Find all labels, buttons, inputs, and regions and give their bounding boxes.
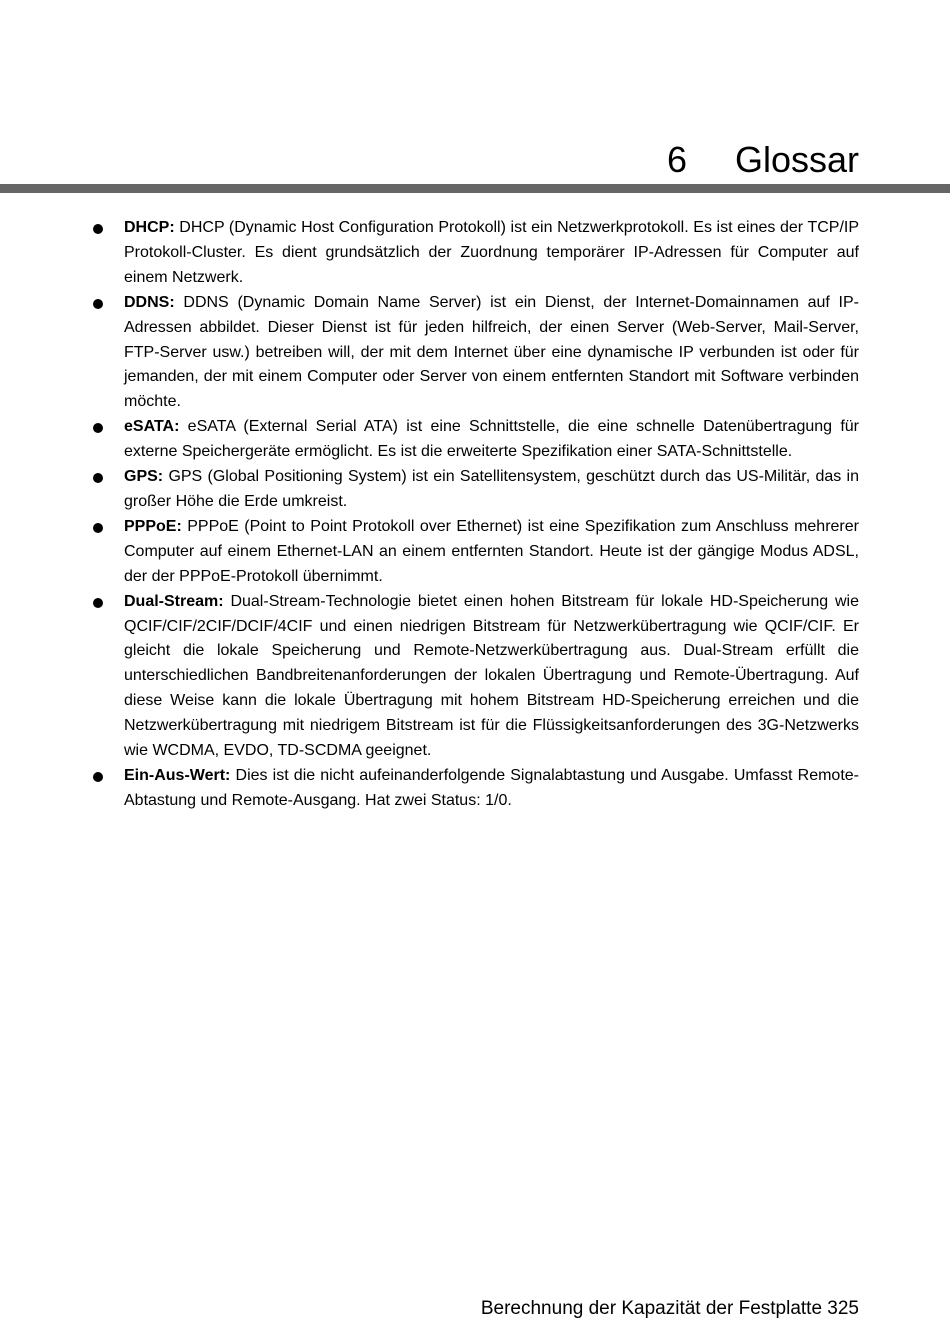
glossary-term: Dual-Stream: [124, 592, 224, 610]
chapter-heading [667, 138, 859, 182]
bullet-icon [93, 473, 103, 483]
bullet-icon [93, 772, 103, 782]
glossary-item-ein-aus-wert [124, 764, 859, 814]
glossary-definition: DDNS (Dynamic Domain Name Server) ist ein Dienst, der Internet-Domainnamen auf IP-Adressen abbildet. Dieser Dienst ist für jeden hilfreich, der einen Server (Web-Server, Mail-Server, FTP-Server usw.) betreiben will, der mit dem Internet über eine dynamische IP verbunden ist oder für jemanden, der mit einem Computer oder Server von einem entfernten Standort mit Software verbinden möchte. [124, 293, 859, 411]
bullet-icon [93, 299, 103, 309]
glossary-item-esata [124, 415, 859, 465]
glossary-term: DDNS: [124, 293, 175, 311]
glossary-item-pppoe [124, 515, 859, 590]
bullet-icon [93, 224, 103, 234]
heading-rule [0, 184, 950, 193]
glossary-definition: DHCP (Dynamic Host Configuration Protokoll) ist ein Netzwerkprotokoll. Es ist eines der TCP/IP Protokoll-Cluster. Es dient grundsätzlich der Zuordnung temporärer IP-Adressen für Computer auf einem Netzwerk. [124, 219, 860, 286]
glossary-definition: Dual-Stream-Technologie bietet einen hohen Bitstream für lokale HD-Speicherung wie QCIF/CIF/2CIF/DCIF/4CIF und einen niedrigen Bitstream für Netzwerkübertragung wie QCIF/CIF. Er gleicht die lokale Speicherung und Remote-Netzwerkübertragung aus. Dual-Stream erfüllt die unterschiedlichen Bandbreitenanforderungen der lokalen Übertragung und Remote-Übertragung. Auf diese Weise kann die lokale Übertragung mit hohem Bitstream HD-Speicherung erreichen und die Netzwerkübertragung mit niedrigem Bitstream ist für die Flüssigkeitsanforderungen des 3G-Netzwerks wie WCDMA, EVDO, TD-SCDMA geeignet. [124, 592, 859, 760]
glossary-definition: PPPoE (Point to Point Protokoll over Ethernet) ist eine Spezifikation zum Anschluss mehrerer Computer auf einem Ethernet-LAN an einem entfernten Standort. Heute ist der gängige Modus ADSL, der der PPPoE-Protokoll übernimmt. [124, 517, 859, 585]
glossary-item-gps [124, 465, 859, 515]
glossary-term: GPS: [124, 468, 164, 486]
bullet-icon [93, 598, 103, 608]
glossary-item-ddns [124, 291, 859, 416]
glossary-term: eSATA: [124, 418, 180, 436]
glossary-item-dual-stream [124, 590, 859, 764]
page-footer [481, 1296, 859, 1322]
glossary-term: Ein-Aus-Wert: [124, 766, 231, 784]
page-number: 325 [827, 1298, 859, 1319]
glossary-item-dhcp [124, 216, 859, 291]
bullet-icon [93, 423, 103, 433]
bullet-icon [93, 523, 103, 533]
glossary-list [124, 216, 859, 814]
glossary-definition: eSATA (External Serial ATA) ist eine Schnittstelle, die eine schnelle Datenübertragung für externe Speichergeräte ermöglicht. Es ist die erweiterte Spezifikation einer SATA-Schnittstelle. [124, 418, 859, 461]
glossary-term: DHCP: [124, 219, 175, 236]
glossary-term: PPPoE: [124, 517, 182, 535]
glossary-definition: GPS (Global Positioning System) ist ein Satellitensystem, geschützt durch das US-Militär, das in großer Höhe die Erde umkreist. [124, 468, 860, 510]
glossary-definition: Dies ist die nicht aufeinanderfolgende Signalabtastung und Ausgabe. Umfasst Remote-Abtastung und Remote-Ausgang. Hat zwei Status: 1/0. [124, 766, 859, 809]
chapter-number: 6 [666, 139, 687, 180]
footer-text: Berechnung der Kapazität der Festplatte [480, 1298, 823, 1319]
chapter-title: Glossar [734, 139, 859, 180]
